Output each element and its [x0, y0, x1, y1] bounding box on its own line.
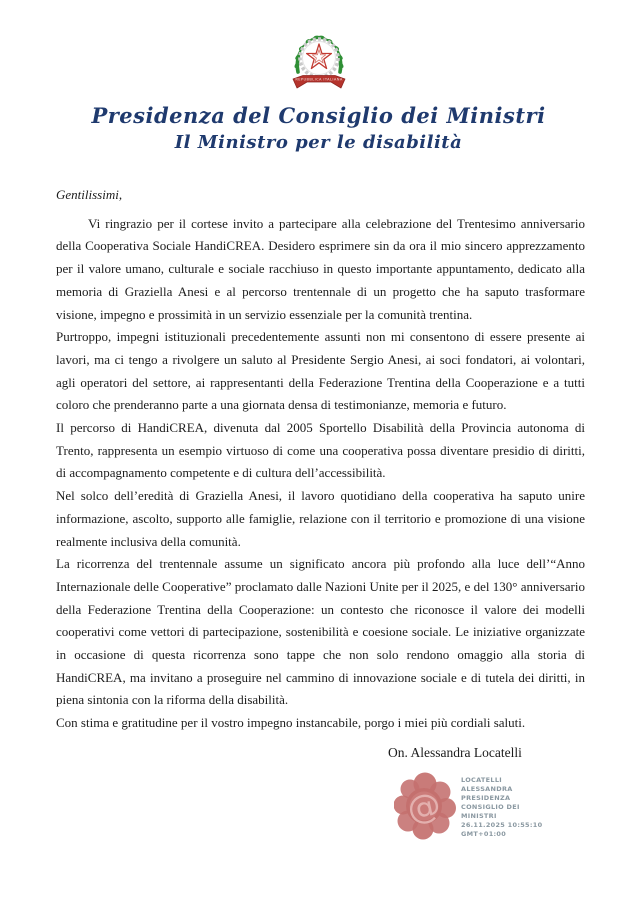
rose-wax-seal-icon	[394, 771, 458, 841]
paragraph-5: La ricorrenza del trentennale assume un significato ancora più profondo alla luce dell’“Anno Internazionale delle Cooperative” proclamato dalle Nazioni Unite per il 2025, e del 130° anniversario della Federazione Trentina della Cooperazione: un contesto che riconosce il valore dei modelli cooperativi come vettori di partecipazione, sostenibilità e coesione sociale. Le iniziative organizzate in occasione di questa ricorrenza sono tappe che non solo rendono omaggio alla storia di HandiCREA, ma invitano a proseguire nel cammino di innovazione sociale e di tutela dei diritti, in piena sintonia con la riforma della disabilità.	[56, 556, 585, 708]
paragraph-4: Nel solco dell’eredità di Graziella Anesi, il lavoro quotidiano della cooperativa ha saputo unire informazione, ascolto, supporto alle famiglie, relazione con il territorio e promozione di una visione realmente inclusiva della comunità.	[56, 488, 585, 549]
stamp-text	[458, 771, 542, 839]
paragraph-3: Il percorso di HandiCREA, divenuta dal 2005 Sportello Disabilità della Provincia autonoma di Trento, rappresenta un esempio virtuoso di come una cooperativa possa diventare presidio di diritti, di accompagnamento competente e di cultura dell’accessibilità.	[56, 420, 585, 481]
letterhead-org-name: Presidenza del Consiglio dei Ministri	[91, 103, 546, 128]
seal-at-glyph: @	[403, 783, 444, 829]
stamp-line-org-2: CONSIGLIO DEI	[461, 802, 520, 811]
letterhead	[0, 0, 637, 154]
salutation: Gentilissimi,	[56, 187, 123, 202]
letter-body	[56, 184, 585, 735]
letterhead-minister-title: Il Ministro per le disabilità	[174, 132, 463, 153]
stamp-line-datetime: 26.11.2025 10:55:10	[461, 820, 543, 829]
signer-name: On. Alessandra Locatelli	[388, 744, 522, 760]
italy-emblem-icon	[282, 32, 356, 96]
stamp-line-org-1: PRESIDENZA	[461, 793, 511, 802]
stamp-line-org-3: MINISTRI	[461, 811, 497, 820]
emblem-ribbon-text: REPUBBLICA ITALIANA	[294, 77, 343, 82]
signature-block	[388, 744, 637, 841]
stamp-line-firstname: ALESSANDRA	[461, 784, 513, 793]
paragraph-1: Vi ringrazio per il cortese invito a partecipare alla celebrazione del Trentesimo anniversario della Cooperativa Sociale HandiCREA. Desidero esprimere sin da ora il mio sincero apprezzamento per il valore umano, culturale e sociale racchiuso in questo importante appuntamento, dedicato alla memoria di Graziella Anesi e al percorso trentennale di un progetto che ha saputo trasformare visione, impegno e prossimità in un servizio essenziale per la comunità trentina.	[56, 215, 585, 322]
digital-signature-stamp	[394, 771, 637, 841]
paragraph-2: Purtroppo, impegni istituzionali precedentemente assunti non mi consentono di essere presente ai lavori, ma ci tengo a rivolgere un saluto al Presidente Sergio Anesi, ai soci fondatori, ai volontari, agli operatori del settore, ai rappresentanti della Federazione Trentina della Cooperazione e a tutti coloro che prenderanno parte a una giornata densa di testimonianze, memoria e futuro.	[56, 329, 585, 413]
stamp-line-timezone: GMT+01:00	[461, 829, 507, 838]
closing-line: Con stima e gratitudine per il vostro impegno instancabile, porgo i miei più cordiali saluti.	[56, 715, 526, 731]
stamp-line-surname: LOCATELLI	[461, 775, 503, 784]
